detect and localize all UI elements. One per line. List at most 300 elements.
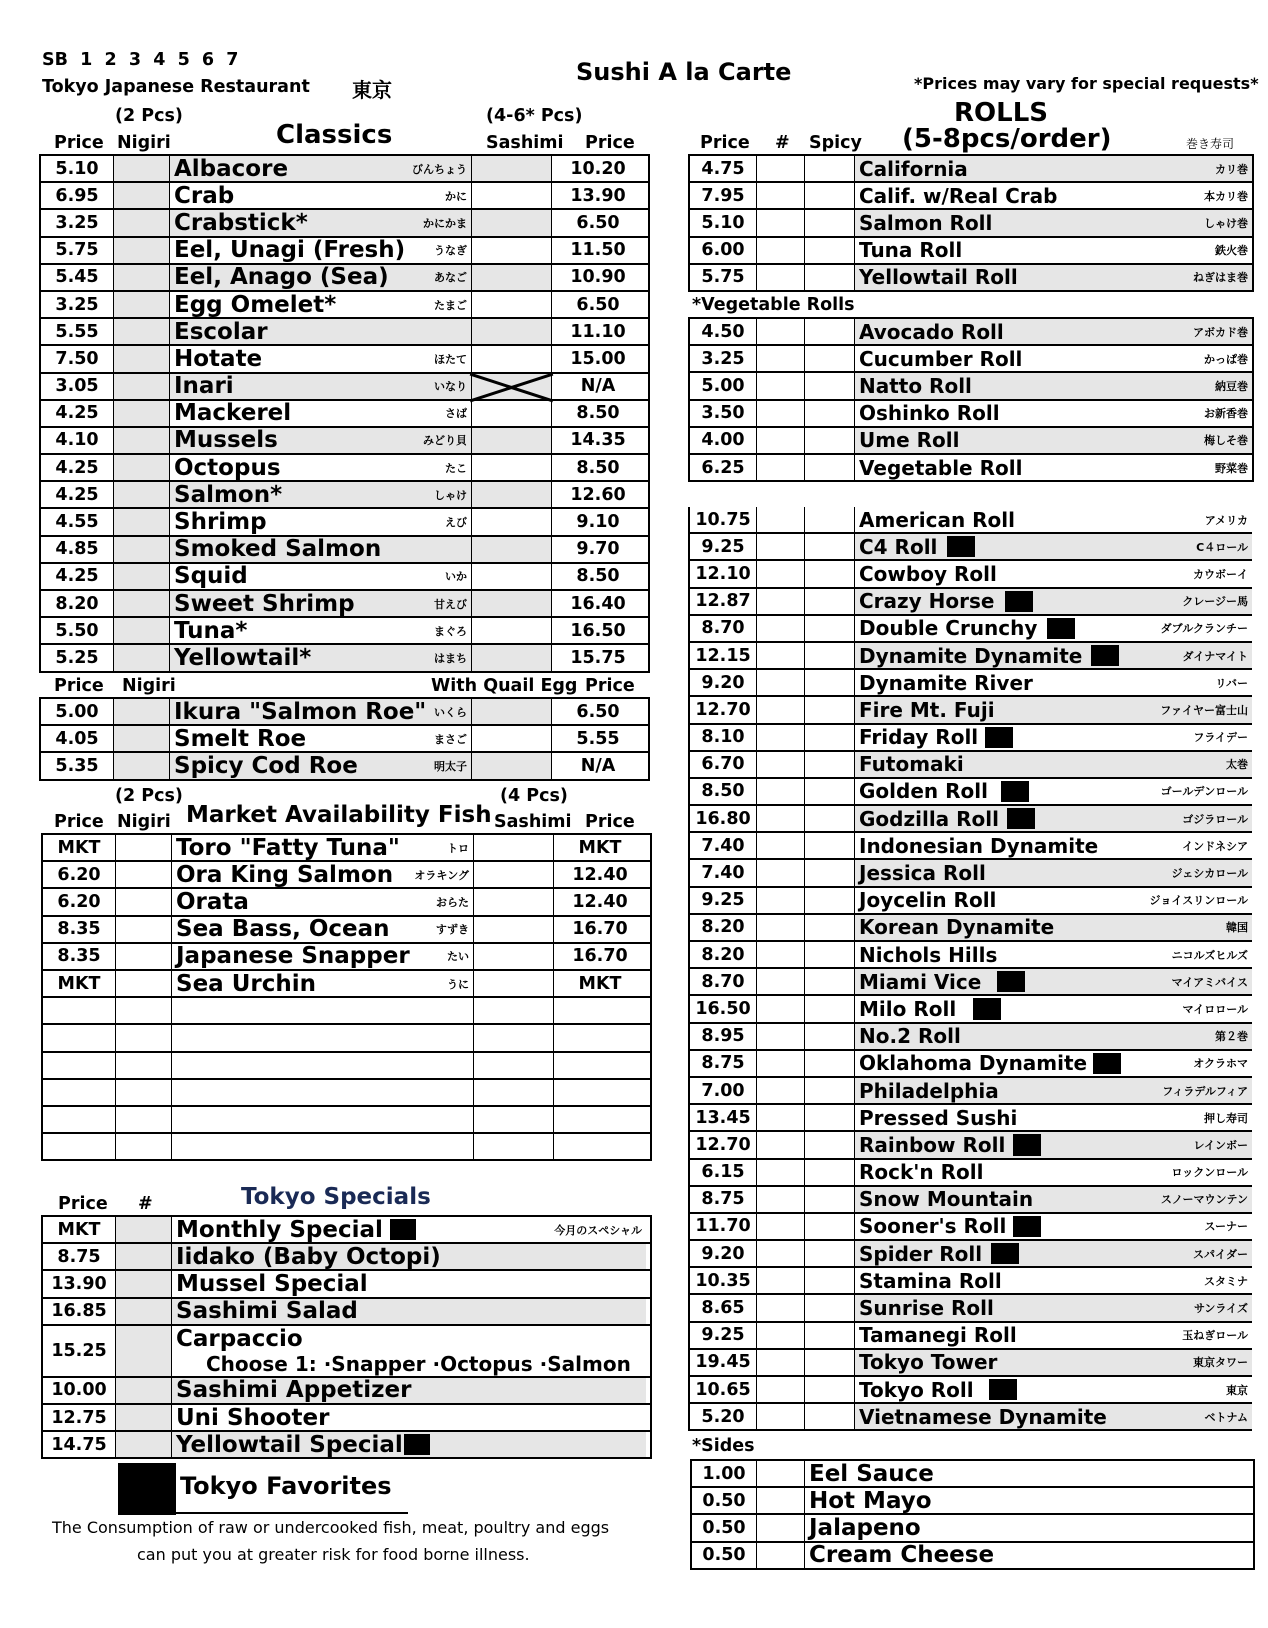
roll-qty-cell[interactable] <box>756 507 804 532</box>
specialty-roll-row <box>690 1024 1252 1051</box>
spicy-cell[interactable] <box>804 1105 854 1130</box>
nigiri-qty-cell[interactable] <box>113 509 169 534</box>
roll-name: Stamina Roll <box>859 1268 1002 1293</box>
japanese-name: うに <box>447 977 469 991</box>
spicy-cell[interactable] <box>804 942 854 967</box>
price-cell: 4.25 <box>55 457 99 478</box>
price-cell: 8.35 <box>57 946 101 967</box>
sashimi-qty-cell[interactable] <box>471 346 551 371</box>
special-qty-cell[interactable] <box>115 1326 171 1376</box>
roll-name-cell <box>854 888 1252 913</box>
sashimi-qty-cell[interactable] <box>473 835 553 860</box>
roll-name-cell <box>854 1241 1252 1266</box>
spicy-cell[interactable] <box>804 1268 854 1293</box>
item-name-cell <box>169 537 471 562</box>
sashimi-qty-cell[interactable] <box>471 428 551 453</box>
sashimi-qty-cell[interactable] <box>471 319 551 344</box>
classics-h-nigiri: Nigiri <box>117 133 171 153</box>
spicy-cell[interactable] <box>804 1024 854 1049</box>
classics-row <box>41 374 648 401</box>
specialty-roll-row <box>690 670 1252 697</box>
warning-line-1: The Consumption of raw or undercooked fish, meat, poultry and eggs <box>52 1518 610 1537</box>
sashimi-qty-cell[interactable] <box>473 862 553 887</box>
quail-egg-cell[interactable] <box>471 753 551 778</box>
japanese-name: ゴジラロール <box>1182 812 1248 826</box>
specials-row <box>43 1432 650 1459</box>
nigiri-qty-cell[interactable] <box>113 618 169 643</box>
veg-roll-row <box>690 373 1252 400</box>
roe-h-price2: Price <box>585 676 635 696</box>
spicy-cell[interactable] <box>804 401 854 426</box>
spicy-cell[interactable] <box>804 455 854 480</box>
side-row <box>692 1461 1253 1488</box>
price-cell: 3.25 <box>55 212 99 233</box>
roll-qty-cell[interactable] <box>756 265 804 290</box>
side-qty-cell[interactable] <box>756 1461 804 1486</box>
item-name-cell <box>169 753 471 778</box>
spicy-cell[interactable] <box>804 969 854 994</box>
specialty-roll-row <box>690 725 1252 752</box>
spicy-cell[interactable] <box>804 833 854 858</box>
roll-row <box>690 265 1252 292</box>
nigiri-qty-cell[interactable] <box>113 726 169 751</box>
nigiri-qty-cell[interactable] <box>115 971 171 996</box>
sashimi-qty-cell[interactable] <box>471 509 551 534</box>
rolls-h-num: # <box>775 133 790 153</box>
roll-qty-cell[interactable] <box>756 1295 804 1320</box>
sashimi-qty-cell[interactable] <box>473 917 553 942</box>
item-name-cell <box>169 699 471 724</box>
roll-name: Spider Roll <box>859 1241 983 1266</box>
roe-row <box>41 726 648 753</box>
japanese-name: はまち <box>434 651 467 665</box>
roll-name: Avocado Roll <box>859 319 1004 344</box>
roll-qty-cell[interactable] <box>756 1105 804 1130</box>
spicy-cell[interactable] <box>804 589 854 614</box>
roll-name: Oshinko Roll <box>859 401 1000 426</box>
quail-egg-cell[interactable] <box>471 699 551 724</box>
japanese-name: ダイナマイト <box>1182 649 1248 663</box>
spicy-cell[interactable] <box>804 319 854 344</box>
specialty-roll-row <box>690 752 1252 779</box>
price-cell: 8.75 <box>701 1053 745 1074</box>
spicy-cell[interactable] <box>804 1214 854 1239</box>
spicy-cell[interactable] <box>804 996 854 1021</box>
sashimi-qty-cell[interactable] <box>471 265 551 290</box>
spicy-cell[interactable] <box>804 265 854 290</box>
classics-row <box>41 455 648 482</box>
blank-row <box>43 1080 650 1107</box>
spicy-cell[interactable] <box>804 1187 854 1212</box>
nigiri-qty-cell[interactable] <box>115 917 171 942</box>
spicy-cell[interactable] <box>804 643 854 668</box>
roll-qty-cell[interactable] <box>756 1132 804 1157</box>
nigiri-qty-cell[interactable] <box>113 401 169 426</box>
nigiri-qty-cell[interactable] <box>115 862 171 887</box>
price-cell: 9.20 <box>701 672 745 693</box>
spicy-cell[interactable] <box>804 1241 854 1266</box>
roll-qty-cell[interactable] <box>756 1404 804 1429</box>
blank-cell[interactable] <box>115 1025 171 1050</box>
price-cell: 8.20 <box>55 593 99 614</box>
roll-qty-cell[interactable] <box>756 1241 804 1266</box>
spicy-cell[interactable] <box>804 779 854 804</box>
roll-qty-cell[interactable] <box>756 915 804 940</box>
japanese-name: しゃけ巻 <box>1204 216 1248 230</box>
roll-qty-cell[interactable] <box>756 428 804 453</box>
side-row <box>692 1515 1253 1542</box>
spicy-cell[interactable] <box>804 1160 854 1185</box>
item-name-cell <box>169 374 471 399</box>
roll-qty-cell[interactable] <box>756 969 804 994</box>
market-row <box>43 889 650 916</box>
special-qty-cell[interactable] <box>115 1378 171 1403</box>
price-cell: 14.75 <box>51 1434 107 1455</box>
roll-qty-cell[interactable] <box>756 752 804 777</box>
blank-cell[interactable] <box>115 998 171 1023</box>
roe-h-quail: With Quail Egg <box>431 676 578 696</box>
blank-cell[interactable] <box>473 1080 553 1105</box>
nigiri-qty-cell[interactable] <box>113 319 169 344</box>
special-qty-cell[interactable] <box>115 1432 171 1457</box>
spicy-cell[interactable] <box>804 806 854 831</box>
blank-cell[interactable] <box>115 1107 171 1132</box>
roll-qty-cell[interactable] <box>756 779 804 804</box>
warning-line-2: can put you at greater risk for food borne illness. <box>137 1545 530 1564</box>
item-name: Monthly Special <box>176 1216 383 1243</box>
item-name-cell <box>171 1299 646 1324</box>
sashimi-qty-cell[interactable] <box>471 537 551 562</box>
nigiri-qty-cell[interactable] <box>113 265 169 290</box>
spicy-cell[interactable] <box>804 1078 854 1103</box>
roll-name: Yellowtail Roll <box>859 265 1018 290</box>
blank-cell[interactable] <box>473 1107 553 1132</box>
item-name-cell <box>171 1405 646 1430</box>
roll-qty-cell[interactable] <box>756 183 804 208</box>
nigiri-qty-cell[interactable] <box>113 238 169 263</box>
roll-qty-cell[interactable] <box>756 1078 804 1103</box>
special-qty-cell[interactable] <box>115 1217 171 1242</box>
spicy-cell[interactable] <box>804 1132 854 1157</box>
sashimi-qty-cell[interactable] <box>471 401 551 426</box>
item-name: Sea Bass, Ocean <box>176 916 390 943</box>
japanese-name: まさご <box>434 732 467 746</box>
roll-qty-cell[interactable] <box>756 1377 804 1402</box>
roe-h-price: Price <box>54 676 104 696</box>
spicy-cell[interactable] <box>804 1323 854 1348</box>
sashimi-qty-cell[interactable] <box>473 889 553 914</box>
nigiri-qty-cell[interactable] <box>113 346 169 371</box>
roll-name-cell <box>854 1214 1252 1239</box>
roll-qty-cell[interactable] <box>756 806 804 831</box>
roll-name-cell <box>854 1132 1252 1157</box>
price-cell: 10.00 <box>51 1380 107 1401</box>
roll-name: Golden Roll <box>859 779 988 804</box>
spicy-marker-icon <box>947 536 975 557</box>
japanese-name: びんちょう <box>412 162 467 176</box>
price-cell: MKT <box>57 1219 101 1240</box>
roll-name-cell <box>854 752 1252 777</box>
item-name-cell <box>169 183 471 208</box>
nigiri-qty-cell[interactable] <box>113 564 169 589</box>
spicy-cell[interactable] <box>804 183 854 208</box>
sashimi-qty-cell[interactable] <box>471 455 551 480</box>
item-name: Smelt Roe <box>174 725 307 752</box>
item-name: Squid <box>174 563 248 590</box>
japanese-name: 押し寿司 <box>1204 1111 1248 1125</box>
roll-name: Jessica Roll <box>859 861 986 886</box>
price-cell: 6.70 <box>701 754 745 775</box>
classics-row <box>41 265 648 292</box>
japanese-name: トロ <box>447 841 469 855</box>
roll-qty-cell[interactable] <box>756 238 804 263</box>
classics-row <box>41 183 648 210</box>
spicy-cell[interactable] <box>804 534 854 559</box>
blank-cell[interactable] <box>473 1025 553 1050</box>
nigiri-qty-cell[interactable] <box>113 156 169 181</box>
roll-name: Vegetable Roll <box>859 455 1023 480</box>
roll-qty-cell[interactable] <box>756 1323 804 1348</box>
item-name-cell <box>171 1378 646 1403</box>
spicy-cell[interactable] <box>804 346 854 371</box>
sides-label: *Sides <box>692 1436 755 1456</box>
roll-qty-cell[interactable] <box>756 833 804 858</box>
market-pcs-left: (2 Pcs) <box>115 786 183 806</box>
sashimi-qty-cell[interactable] <box>471 156 551 181</box>
sashimi-qty-cell[interactable] <box>473 971 553 996</box>
blank-cell[interactable] <box>473 998 553 1023</box>
sashimi-price-cell: 15.75 <box>551 645 644 670</box>
roll-qty-cell[interactable] <box>756 1268 804 1293</box>
spicy-cell[interactable] <box>804 428 854 453</box>
specialty-roll-row <box>690 1078 1252 1105</box>
nigiri-qty-cell[interactable] <box>113 753 169 778</box>
spicy-cell[interactable] <box>804 697 854 722</box>
price-cell: 8.75 <box>701 1189 745 1210</box>
nigiri-qty-cell[interactable] <box>115 889 171 914</box>
blank-row <box>43 1107 650 1134</box>
spicy-cell[interactable] <box>804 1404 854 1429</box>
special-qty-cell[interactable] <box>115 1299 171 1324</box>
side-qty-cell[interactable] <box>756 1488 804 1513</box>
nigiri-qty-cell[interactable] <box>113 210 169 235</box>
roll-qty-cell[interactable] <box>756 346 804 371</box>
special-qty-cell[interactable] <box>115 1244 171 1269</box>
price-cell: 13.45 <box>695 1107 751 1128</box>
item-name: Iidako (Baby Octopi) <box>176 1243 441 1270</box>
blank-cell <box>43 1134 115 1159</box>
item-name: Eel, Unagi (Fresh) <box>174 237 406 264</box>
roll-qty-cell[interactable] <box>756 1051 804 1076</box>
roll-qty-cell[interactable] <box>756 319 804 344</box>
roll-qty-cell[interactable] <box>756 561 804 586</box>
roll-qty-cell[interactable] <box>756 1024 804 1049</box>
roll-name-cell <box>854 534 1252 559</box>
spicy-cell[interactable] <box>804 507 854 532</box>
japanese-name: ファイヤー富士山 <box>1160 703 1248 717</box>
roll-name: Natto Roll <box>859 373 972 398</box>
spicy-marker-icon <box>1013 1216 1041 1237</box>
roll-name: Philadelphia <box>859 1078 999 1103</box>
specialty-roll-row <box>690 1187 1252 1214</box>
roll-qty-cell[interactable] <box>756 860 804 885</box>
roll-qty-cell[interactable] <box>756 616 804 641</box>
nigiri-qty-cell[interactable] <box>113 645 169 670</box>
spicy-marker-icon <box>1001 781 1029 802</box>
sashimi-qty-cell[interactable] <box>471 374 551 399</box>
roll-qty-cell[interactable] <box>756 210 804 235</box>
roll-name-cell <box>854 1295 1252 1320</box>
roll-name: Sooner's Roll <box>859 1214 1007 1239</box>
roll-qty-cell[interactable] <box>756 725 804 750</box>
price-cell: 0.50 <box>702 1517 746 1538</box>
item-name: Yellowtail Special <box>176 1431 403 1458</box>
spicy-cell[interactable] <box>804 1377 854 1402</box>
spicy-cell[interactable] <box>804 1051 854 1076</box>
sashimi-qty-cell[interactable] <box>471 210 551 235</box>
sashimi-qty-cell[interactable] <box>471 482 551 507</box>
spicy-marker-icon <box>1093 1053 1121 1074</box>
side-qty-cell[interactable] <box>756 1543 804 1568</box>
rolls-h-price: Price <box>700 133 750 153</box>
nigiri-qty-cell[interactable] <box>113 699 169 724</box>
roll-qty-cell[interactable] <box>756 455 804 480</box>
roll-qty-cell[interactable] <box>756 1214 804 1239</box>
specialty-roll-row <box>690 616 1252 643</box>
price-cell: 6.20 <box>57 864 101 885</box>
sashimi-price-cell: 10.20 <box>551 156 644 181</box>
sashimi-qty-cell[interactable] <box>471 645 551 670</box>
roll-name-cell <box>854 428 1252 453</box>
nigiri-qty-cell[interactable] <box>113 374 169 399</box>
item-name: Yellowtail* <box>174 644 312 671</box>
side-qty-cell[interactable] <box>756 1515 804 1540</box>
roll-name-cell <box>854 996 1252 1021</box>
spicy-cell[interactable] <box>804 373 854 398</box>
blank-cell <box>171 1134 473 1159</box>
roll-name: American Roll <box>859 507 1016 532</box>
roll-qty-cell[interactable] <box>756 670 804 695</box>
roll-qty-cell[interactable] <box>756 1160 804 1185</box>
item-name-cell <box>169 156 471 181</box>
nigiri-qty-cell[interactable] <box>113 183 169 208</box>
spicy-cell[interactable] <box>804 156 854 181</box>
roll-qty-cell[interactable] <box>756 534 804 559</box>
roll-qty-cell[interactable] <box>756 996 804 1021</box>
roll-qty-cell[interactable] <box>756 697 804 722</box>
nigiri-qty-cell[interactable] <box>113 292 169 317</box>
item-name-cell <box>169 238 471 263</box>
roll-name-cell <box>854 183 1252 208</box>
spicy-cell[interactable] <box>804 915 854 940</box>
roll-qty-cell[interactable] <box>756 643 804 668</box>
spicy-cell[interactable] <box>804 860 854 885</box>
nigiri-qty-cell[interactable] <box>113 591 169 616</box>
blank-cell[interactable] <box>473 1053 553 1078</box>
roll-qty-cell[interactable] <box>756 888 804 913</box>
japanese-name: 梅しそ巻 <box>1204 434 1248 448</box>
special-qty-cell[interactable] <box>115 1271 171 1296</box>
spicy-cell[interactable] <box>804 1295 854 1320</box>
japanese-name: 第２巻 <box>1215 1030 1248 1044</box>
sashimi-qty-cell[interactable] <box>471 238 551 263</box>
price-cell: 19.45 <box>695 1352 751 1373</box>
nigiri-qty-cell[interactable] <box>115 835 171 860</box>
japanese-name: いか <box>445 570 467 584</box>
nigiri-qty-cell[interactable] <box>113 455 169 480</box>
spicy-cell[interactable] <box>804 210 854 235</box>
spicy-cell[interactable] <box>804 888 854 913</box>
roll-name-cell <box>854 1377 1252 1402</box>
special-qty-cell[interactable] <box>115 1405 171 1430</box>
nigiri-qty-cell[interactable] <box>113 482 169 507</box>
specialty-roll-row <box>690 806 1252 833</box>
spicy-cell[interactable] <box>804 725 854 750</box>
item-name: Eel, Anago (Sea) <box>174 264 389 291</box>
spicy-cell[interactable] <box>804 1350 854 1375</box>
roll-qty-cell[interactable] <box>756 942 804 967</box>
sashimi-qty-cell[interactable] <box>473 944 553 969</box>
sashimi-qty-cell[interactable] <box>471 183 551 208</box>
nigiri-qty-cell[interactable] <box>115 944 171 969</box>
blank-cell[interactable] <box>115 1080 171 1105</box>
roll-qty-cell[interactable] <box>756 401 804 426</box>
item-name: Japanese Snapper <box>176 943 410 970</box>
price-cell: 5.75 <box>701 267 745 288</box>
japanese-name: 鉄火巻 <box>1215 244 1248 258</box>
spicy-cell[interactable] <box>804 238 854 263</box>
price-cell: 4.25 <box>55 403 99 424</box>
blank-cell[interactable] <box>115 1053 171 1078</box>
roll-name: Double Crunchy <box>859 616 1038 641</box>
japanese-name: 本カリ巻 <box>1204 189 1248 203</box>
roll-qty-cell[interactable] <box>756 1350 804 1375</box>
japanese-name: ゴールデンロール <box>1160 785 1248 799</box>
spicy-cell[interactable] <box>804 561 854 586</box>
sashimi-price-cell: 16.40 <box>551 591 644 616</box>
roll-qty-cell[interactable] <box>756 156 804 181</box>
classics-pcs-right: (4-6* Pcs) <box>486 106 583 126</box>
roll-qty-cell[interactable] <box>756 1187 804 1212</box>
item-name-cell <box>169 292 471 317</box>
sashimi-price-cell: N/A <box>551 753 644 778</box>
sashimi-qty-cell[interactable] <box>471 292 551 317</box>
rolls-h-jp: 巻き寿司 <box>1186 137 1235 151</box>
price-cell: 16.85 <box>51 1301 107 1322</box>
price-cell: 0.50 <box>702 1490 746 1511</box>
sashimi-qty-cell[interactable] <box>471 618 551 643</box>
specialty-roll-row <box>690 1051 1252 1078</box>
page-title: Sushi A la Carte <box>576 58 792 86</box>
nigiri-qty-cell[interactable] <box>113 428 169 453</box>
price-cell: 12.10 <box>695 563 751 584</box>
blank-cell[interactable] <box>115 1134 171 1159</box>
nigiri-qty-cell[interactable] <box>113 537 169 562</box>
roll-qty-cell[interactable] <box>756 589 804 614</box>
quail-egg-cell[interactable] <box>471 726 551 751</box>
sashimi-qty-cell[interactable] <box>471 591 551 616</box>
spicy-cell[interactable] <box>804 616 854 641</box>
blank-cell[interactable] <box>473 1134 553 1159</box>
item-name: Crabstick* <box>174 209 308 236</box>
roll-qty-cell[interactable] <box>756 373 804 398</box>
sashimi-qty-cell[interactable] <box>471 564 551 589</box>
roll-name-cell <box>854 156 1252 181</box>
item-name: Shrimp <box>174 509 267 536</box>
specialty-roll-row <box>690 888 1252 915</box>
spicy-cell[interactable] <box>804 670 854 695</box>
spicy-cell[interactable] <box>804 752 854 777</box>
